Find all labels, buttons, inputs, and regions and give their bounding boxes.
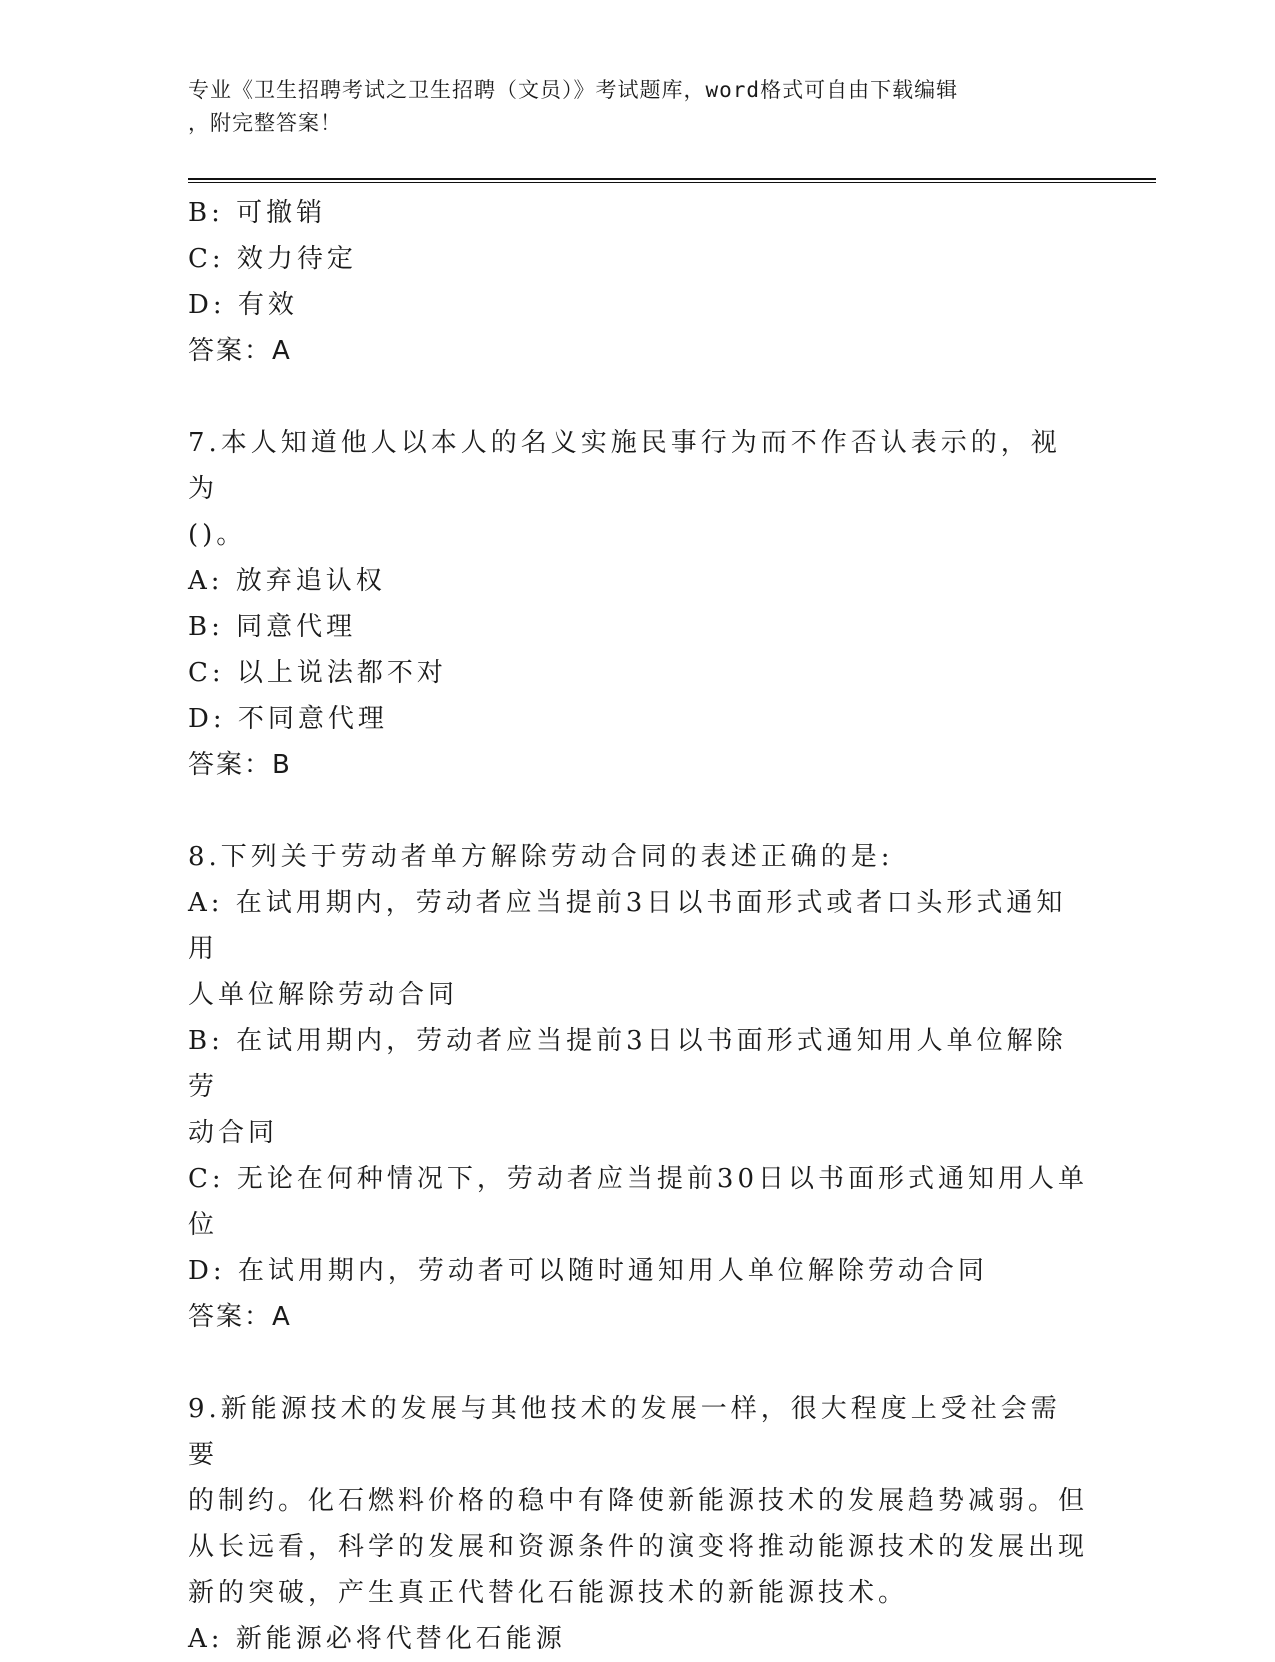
option-b: B: 在试用期内，劳动者应当提前3日以书面形式通知用人单位解除劳 [188, 1026, 1067, 1102]
option-a: A: 在试用期内，劳动者应当提前3日以书面形式或者口头形式通知用 [188, 888, 1067, 964]
header-line-2: ，附完整答案！ [188, 111, 342, 135]
question-stem-cont: ()。 [188, 520, 247, 550]
question-stem-line-4: 新的突破，产生真正代替化石能源技术的新能源技术。 [188, 1578, 909, 1608]
question-list [188, 190, 1088, 1662]
question-8 [188, 834, 1088, 1340]
question-9 [188, 1386, 1088, 1662]
option-b: B: 同意代理 [188, 612, 357, 642]
option-b-cont: 动合同 [188, 1118, 279, 1148]
option-c: C: 以上说法都不对 [188, 658, 447, 688]
answer: 答案：A [188, 1302, 292, 1332]
option-a: A: 新能源必将代替化石能源 [188, 1624, 566, 1654]
question-stem: 7.本人知道他人以本人的名义实施民事行为而不作否认表示的，视为 [188, 428, 1061, 504]
question-6-tail [188, 190, 1088, 374]
option-d: D: 有效 [188, 290, 298, 320]
option-d: D: 在试用期内，劳动者可以随时通知用人单位解除劳动合同 [188, 1256, 988, 1286]
header-divider [188, 178, 1156, 183]
document-header [188, 74, 1088, 140]
question-stem-line-1: 9.新能源技术的发展与其他技术的发展一样，很大程度上受社会需要 [188, 1394, 1061, 1470]
option-d: D: 不同意代理 [188, 704, 388, 734]
option-a: A: 放弃追认权 [188, 566, 386, 596]
question-stem-line-3: 从长远看，科学的发展和资源条件的演变将推动能源技术的发展出现 [188, 1532, 1089, 1562]
option-a-cont: 人单位解除劳动合同 [188, 980, 459, 1010]
header-line-1: 专业《卫生招聘考试之卫生招聘（文员）》考试题库，word格式可自由下载编辑 [188, 78, 959, 102]
option-c: C: 无论在何种情况下，劳动者应当提前30日以书面形式通知用人单 [188, 1164, 1089, 1194]
option-b: B: 可撤销 [188, 198, 327, 228]
answer: 答案：A [188, 336, 292, 366]
option-c: C: 效力待定 [188, 244, 357, 274]
question-stem-line-2: 的制约。化石燃料价格的稳中有降使新能源技术的发展趋势减弱。但 [188, 1486, 1089, 1516]
answer: 答案：B [188, 750, 292, 780]
question-7 [188, 420, 1088, 788]
option-c-cont: 位 [188, 1210, 219, 1240]
question-stem: 8.下列关于劳动者单方解除劳动合同的表述正确的是: [188, 842, 894, 872]
